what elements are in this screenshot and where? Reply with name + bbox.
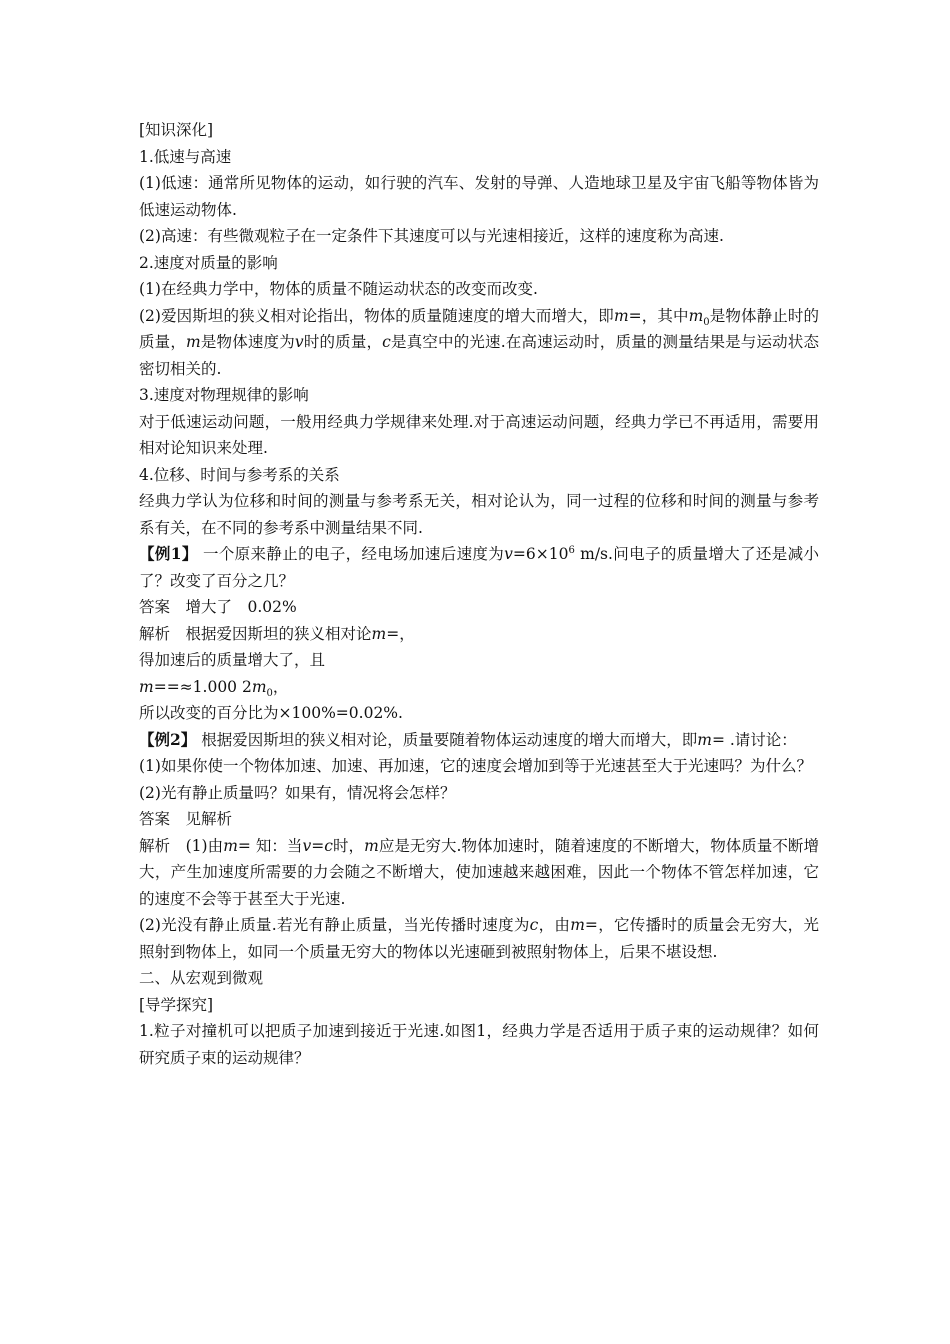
example-2-answer: 答案 见解析 xyxy=(139,810,233,828)
section-2-title: 2.速度对质量的影响 xyxy=(139,253,278,272)
example-1-question: 【例1】 一个原来静止的电子，经电场加速后速度为$v=6\times 10^6$ m/s.问电子的质量增大了还是减小了？改变了百分之几？ xyxy=(139,544,819,590)
example-2-question-b: (2)光有静止质量吗？如果有，情况将会怎样？ xyxy=(139,783,456,802)
guided-inquiry-heading: [导学探究] xyxy=(139,995,214,1014)
example-1-analysis-2: 得加速后的质量增大了，且 xyxy=(139,651,326,669)
section-2-para-a: (1)在经典力学中，物体的质量不随运动状态的改变而改变. xyxy=(139,280,538,298)
example-2-analysis-a: 解析 (1)由m= 知：当v=c时，m应是无穷大.物体加速时，随着速度的不断增大，物体质量不断增大，产生加速度所需要的力会随之不断增大，使加速越来越困难，因此一个物体不管怎样加速，它的速度不会等于甚至大于光速. xyxy=(139,836,819,908)
section-1-para-a: (1)低速：通常所见物体的运动，如行驶的汽车、发射的导弹、人造地球卫星及宇宙飞船等物体皆为低速运动物体. xyxy=(139,174,819,219)
section-4-title: 4.位移、时间与参考系的关系 xyxy=(139,465,340,484)
example-1-analysis-3: m==≈1.000 $2m_0$， xyxy=(139,677,289,699)
example-1-analysis-4: 所以改变的百分比为×100%=0.02%. xyxy=(139,704,403,722)
section-1-para-b: (2)高速：有些微观粒子在一定条件下其速度可以与光速相接近，这样的速度称为高速. xyxy=(139,227,724,245)
section-2-para-b: (2)爱因斯坦的狭义相对论指出，物体的质量随速度的增大而增大，即m=，其中$m_0$是物体静止时的质量，m是物体速度为v时的质量，c是真空中的光速.在高速运动时，质量的测量结果是与运动状态密切相关的. xyxy=(139,306,819,378)
part-2-question-1: 1.粒子对撞机可以把质子加速到接近于光速.如图1，经典力学是否适用于质子束的运动规律？如何研究质子束的运动规律？ xyxy=(139,1022,819,1067)
example-1-answer: 答案 增大了 0.02% xyxy=(139,598,297,616)
part-2-title: 二、从宏观到微观 xyxy=(139,969,264,987)
document-page xyxy=(139,117,819,1071)
example-2-question-a: (1)如果你使一个物体加速、加速、再加速，它的速度会增加到等于光速甚至大于光速吗？为什么？ xyxy=(139,757,812,775)
section-3-title: 3.速度对物理规律的影响 xyxy=(139,386,309,404)
example-1-analysis-1: 解析 根据爱因斯坦的狭义相对论m=， xyxy=(139,624,415,643)
knowledge-heading: [知识深化] xyxy=(139,121,214,139)
section-4-para: 经典力学认为位移和时间的测量与参考系无关，相对论认为，同一过程的位移和时间的测量与参考系有关，在不同的参考系中测量结果不同. xyxy=(139,492,819,537)
section-1-title: 1.低速与高速 xyxy=(139,147,232,166)
section-3-para: 对于低速运动问题，一般用经典力学规律来处理.对于高速运动问题，经典力学已不再适用，需要用相对论知识来处理. xyxy=(139,412,819,457)
example-2-question: 【例2】 根据爱因斯坦的狭义相对论，质量要随着物体运动速度的增大而增大，即m= .请讨论： xyxy=(139,729,797,749)
example-2-analysis-b: (2)光没有静止质量.若光有静止质量，当光传播时速度为c，由m=，它传播时的质量会无穷大，光照射到物体上，如同一个质量无穷大的物体以光速砸到被照射物体上，后果不堪设想. xyxy=(139,916,819,961)
